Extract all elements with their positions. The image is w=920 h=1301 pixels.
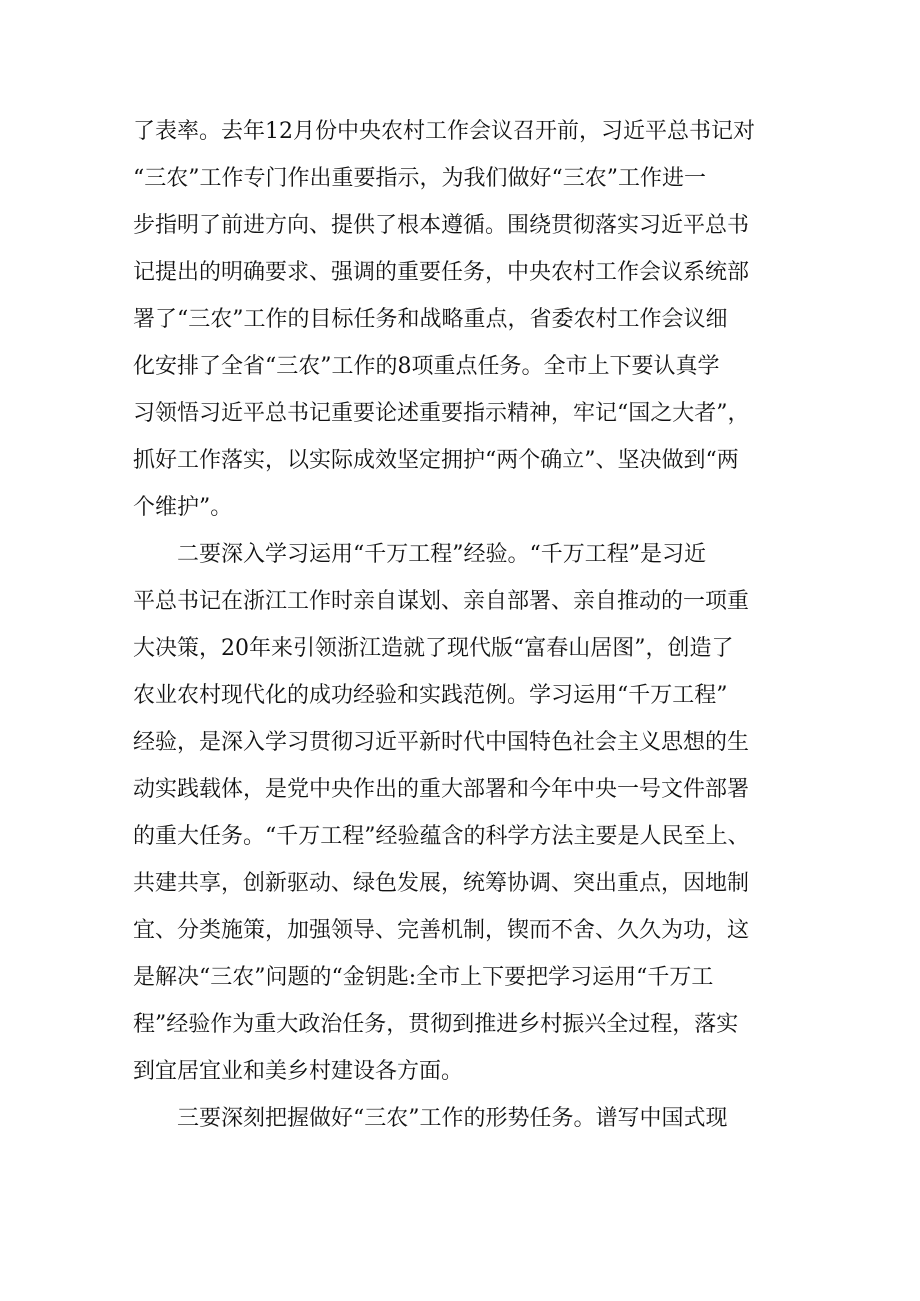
text-line: 个维护”。 bbox=[133, 495, 233, 520]
text-line: 的重大任务。“千万工程”经验蕴含的科学方法主要是人民至上、 bbox=[133, 824, 750, 849]
text-line: “三农”工作专门作出重要指示，为我们做好“三农”工作进一 bbox=[133, 166, 706, 191]
text-line: 署了“三农”工作的目标任务和战略重点，省委农村工作会议细 bbox=[133, 307, 728, 332]
text-line: 平总书记在浙江工作时亲自谋划、亲自部署、亲自推动的一项重 bbox=[133, 589, 750, 614]
text-line: 动实践载体，是党中央作出的重大部署和今年中央一号文件部署 bbox=[133, 777, 750, 802]
text-line: 大决策，20年来引领浙江造就了现代版“富春山居图”，创造了 bbox=[133, 636, 734, 661]
text-line: 宜、分类施策，加强领导、完善机制，锲而不舍、久久为功，这 bbox=[133, 918, 750, 943]
text-line: 了表率。去年12月份中央农村工作会议召开前，习近平总书记对 bbox=[133, 119, 755, 144]
text-line: 化安排了全省“三农”工作的8项重点任务。全市上下要认真学 bbox=[133, 354, 720, 379]
text-line: 程”经验作为重大政治任务，贯彻到推进乡村振兴全过程，落实 bbox=[133, 1012, 739, 1037]
text-line: 共建共享，创新驱动、绿色发展，统筹协调、突出重点，因地制 bbox=[133, 871, 750, 896]
text-line: 到宜居宜业和美乡村建设各方面。 bbox=[133, 1059, 464, 1084]
text-line: 抓好工作落实，以实际成效坚定拥护“两个确立”、坚决做到“两 bbox=[133, 448, 739, 473]
text-line: 记提出的明确要求、强调的重要任务，中央农村工作会议系统部 bbox=[133, 260, 750, 285]
paragraph-start-line: 二要深入学习运用“千万工程”经验。“千万工程”是习近 bbox=[177, 542, 706, 567]
document-body bbox=[133, 108, 793, 1142]
paragraph-start-line: 三要深刻把握做好“三农”工作的形势任务。谱写中国式现 bbox=[177, 1106, 728, 1131]
text-line: 步指明了前进方向、提供了根本遵循。围绕贯彻落实习近平总书 bbox=[133, 213, 750, 238]
text-line: 农业农村现代化的成功经验和实践范例。学习运用“千万工程” bbox=[133, 683, 728, 708]
text-line: 经验，是深入学习贯彻习近平新时代中国特色社会主义思想的生 bbox=[133, 730, 750, 755]
text-line: 是解决“三农”问题的“金钥匙:全市上下要把学习运用“千万工 bbox=[133, 965, 714, 990]
text-line: 习领悟习近平总书记重要论述重要指示精神，牢记“国之大者”， bbox=[133, 401, 750, 426]
